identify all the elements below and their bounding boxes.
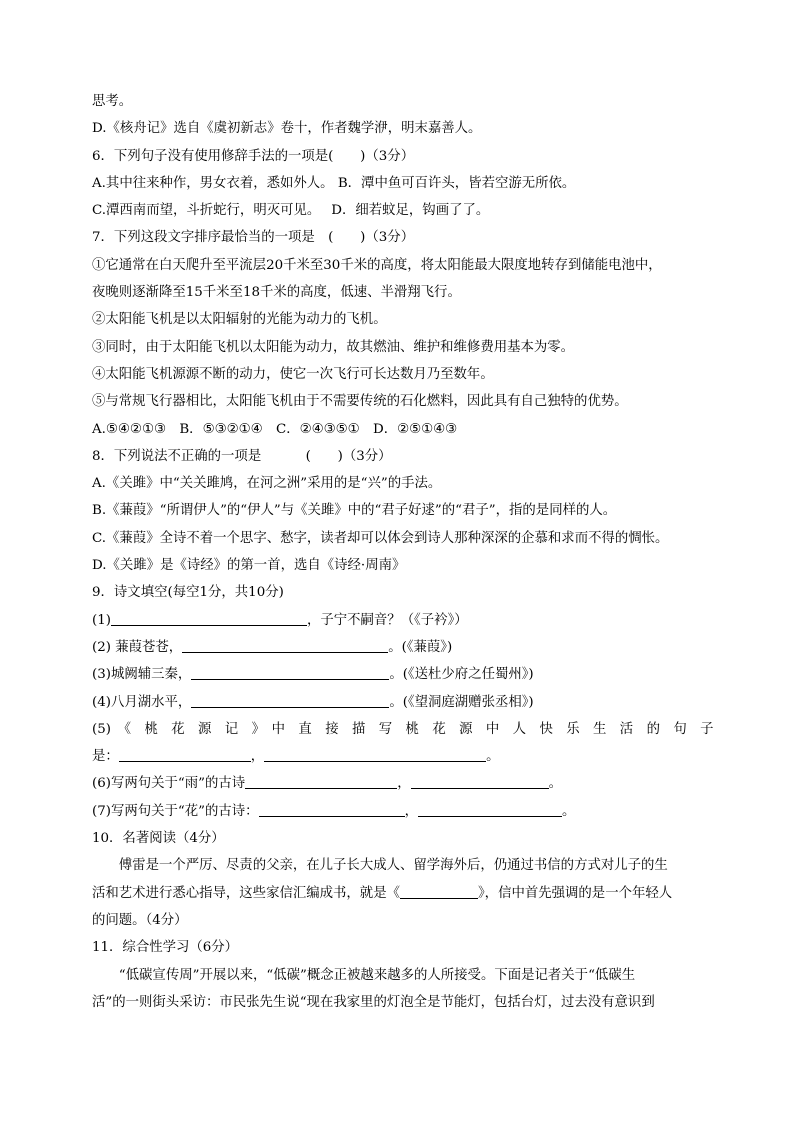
answer-blank[interactable] [191, 665, 389, 680]
answer-blank[interactable] [119, 747, 251, 762]
item-label: (3)城阙辅三秦， [92, 667, 192, 683]
q10-paragraph-line-2 [92, 880, 704, 907]
question-7-options: A.⑤④②①③ B．⑤③②①④ C．②④③⑤① D．②⑤①④③ [92, 421, 458, 437]
item-text: ，子宁不嗣音？（《子衿》） [306, 612, 468, 628]
q10-paragraph-line-1: 傅雷是一个严厉、尽责的父亲，在儿子长大成人、留学海外后，仍通过书信的方式对儿子的生 [118, 858, 668, 874]
q9-item-5: (5) 《 桃 花 源 记 》 中 直 接 描 写 桃 花 源 中 人 快 乐 生 活 的 句 子 [92, 721, 714, 737]
separator: ， [404, 803, 418, 819]
answer-blank[interactable] [245, 774, 397, 789]
option-d: D.《核舟记》选自《虞初新志》卷十，作者魏学洢，明末嘉善人。 [92, 121, 482, 137]
item-label: (6)写两句关于“雨”的古诗 [92, 776, 246, 792]
q10-paragraph-line-3: 的问题。（4分） [92, 912, 188, 928]
answer-blank[interactable] [418, 802, 562, 817]
question-8-option-a: A.《关雎》中“关关雎鸠，在河之洲”采用的是“兴”的手法。 [92, 476, 442, 492]
item-label: (2) 蒹葭苍苍， [92, 639, 183, 655]
separator: ， [397, 776, 411, 792]
item-text: 。(《蒹葭》) [388, 639, 453, 655]
document-page [92, 88, 714, 1016]
q7-sentence-3: ③同时，由于太阳能飞机以太阳能为动力，故其燃油、维护和维修费用基本为零。 [92, 339, 575, 355]
q7-sentence-1b: 夜晚则逐渐降至15千米至18千米的高度，低速、半滑翔飞行。 [92, 285, 461, 301]
answer-blank[interactable] [191, 693, 389, 708]
q11-paragraph-line-2: 活”的一则街头采访：市民张先生说“现在我家里的灯泡全是节能灯，包括台灯，过去没有意识到 [92, 994, 655, 1010]
item-text: 。(《送杜少府之任蜀州》) [389, 667, 534, 683]
answer-blank[interactable] [111, 611, 307, 626]
item-label: (1) [92, 612, 111, 628]
question-6-options-ab: A.其中往来种作，男女衣着，悉如外人。 B．潭中鱼可百许头，皆若空游无所依。 [92, 175, 576, 191]
answer-blank[interactable] [259, 802, 405, 817]
q9-item-3 [92, 661, 704, 688]
question-8-option-b: B.《蒹葭》“所谓伊人”的“伊人”与《关雎》中的“君子好逑”的“君子”，指的是同样的人。 [92, 503, 617, 519]
separator: ， [250, 749, 265, 765]
q7-sentence-5: ⑤与常规飞行器相比，太阳能飞机由于不需要传统的石化燃料，因此具有自己独特的优势。 [92, 394, 628, 410]
answer-blank[interactable] [400, 884, 478, 899]
question-8-option-d: D.《关雎》是《诗经》的第一首，选自《诗经·周南》 [92, 558, 406, 574]
item-label: (7)写两句关于“花”的古诗： [92, 803, 259, 819]
question-8: 8．下列说法不正确的一项是 ( )（3分） [92, 448, 392, 464]
item-text: 。(《望洞庭湖赠张丞相》) [389, 694, 534, 710]
item-label: 是： [92, 749, 119, 765]
question-9: 9．诗文填空(每空1分，共10分) [92, 585, 284, 601]
q11-paragraph-line-1: “低碳宣传周”开展以来，“低碳”概念正被越来越多的人所接受。下面是记者关于“低碳生 [118, 967, 636, 983]
question-8-option-c: C.《蒹葭》全诗不着一个思字、愁字，读者却可以体会到诗人那种深深的企慕和求而不得的惆怅。 [92, 530, 669, 546]
text-line: 思考。 [92, 94, 133, 109]
q9-item-4 [92, 689, 704, 716]
item-end: 。 [548, 776, 562, 792]
question-7: 7．下列这段文字排序最恰当的一项是 ( )（3分） [92, 230, 415, 246]
question-11: 11．综合性学习（6分） [92, 940, 239, 956]
text: 活和艺术进行悉心指导，这些家信汇编成书，就是《 [92, 885, 400, 901]
q9-item-7 [92, 798, 704, 825]
q9-item-2 [92, 634, 704, 661]
q9-item-5-answer [92, 743, 704, 770]
q9-item-6 [92, 770, 704, 797]
q9-item-1 [92, 607, 704, 634]
item-end: 。 [561, 803, 576, 819]
text: 》，信中首先强调的是一个年轻人 [477, 885, 673, 901]
question-6-options-cd: C.潭西南而望，斗折蛇行，明灭可见。 D．细若蚊足，钩画了了。 [92, 203, 490, 219]
answer-blank[interactable] [182, 638, 388, 653]
q7-sentence-4: ④太阳能飞机源源不断的动力，使它一次飞行可长达数月乃至数年。 [92, 366, 494, 382]
q7-sentence-2: ②太阳能飞机是以太阳辐射的光能为动力的飞机。 [92, 312, 387, 328]
question-10: 10．名著阅读（4分） [92, 831, 225, 847]
question-6: 6．下列句子没有使用修辞手法的一项是( )（3分） [92, 148, 415, 164]
item-end: 。 [486, 749, 500, 765]
answer-blank[interactable] [264, 747, 486, 762]
q7-sentence-1a: ①它通常在白天爬升至平流层20千米至30千米的高度，将太阳能最大限度地转存到储能电池中， [92, 257, 662, 273]
item-label: (4)八月湖水平， [92, 694, 192, 710]
answer-blank[interactable] [411, 774, 549, 789]
